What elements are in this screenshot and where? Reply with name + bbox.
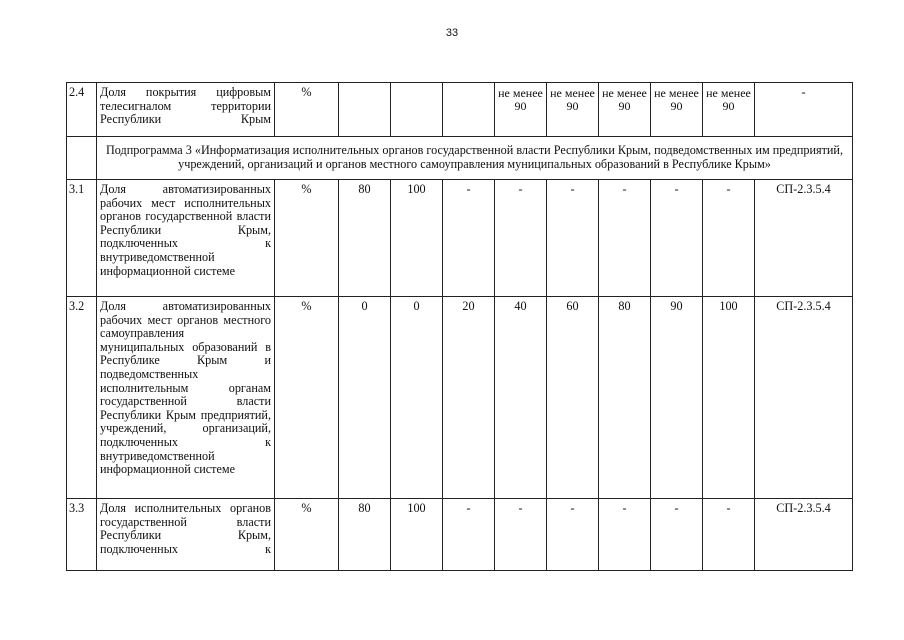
value-cell: 80 [339, 180, 391, 297]
value-cell: - [547, 499, 599, 571]
unit-cell: % [275, 83, 339, 137]
table-row-2-4 [67, 83, 853, 137]
value-cell: - [703, 499, 755, 571]
value-cell: - [651, 499, 703, 571]
row-number: 3.2 [67, 297, 97, 499]
value-cell: 0 [391, 297, 443, 499]
value-cell: - [495, 499, 547, 571]
value-cell [443, 83, 495, 137]
value-cell: - [599, 499, 651, 571]
table-row-3-3 [67, 499, 853, 571]
indicators-table [66, 82, 853, 571]
value-cell: - [703, 180, 755, 297]
value-cell: - [443, 180, 495, 297]
row-number: 3.3 [67, 499, 97, 571]
row-number: 2.4 [67, 83, 97, 137]
value-cell: 80 [339, 499, 391, 571]
indicator-name: Доля исполнительных органов государственной власти Республики Крым, подключенных к [97, 499, 275, 571]
reference-cell: СП-2.3.5.4 [755, 180, 853, 297]
value-cell [339, 83, 391, 137]
value-cell: не менее 90 [703, 83, 755, 137]
value-cell: - [651, 180, 703, 297]
unit-cell: % [275, 180, 339, 297]
value-cell [391, 83, 443, 137]
indicator-name: Доля покрытия цифровым телесигналом территории Республики Крым [97, 83, 275, 137]
row-number: 3.1 [67, 180, 97, 297]
indicator-name: Доля автоматизированных рабочих мест исполнительных органов государственной власти Республики Крым, подключенных к внутриведомственной информационной системе [97, 180, 275, 297]
value-cell: 80 [599, 297, 651, 499]
value-cell: - [443, 499, 495, 571]
value-cell: 0 [339, 297, 391, 499]
reference-cell: СП-2.3.5.4 [755, 499, 853, 571]
subprogram-title: Подпрограмма 3 «Информатизация исполнительных органов государственной власти Республики Крым, подведомственных им предприятий, учреждений, организаций и органов местного самоуправления муниципальных образований в Республике Крым» [97, 137, 853, 180]
table-row-3-2 [67, 297, 853, 499]
value-cell: 100 [391, 180, 443, 297]
empty-cell [67, 137, 97, 180]
value-cell: - [599, 180, 651, 297]
value-cell: - [547, 180, 599, 297]
value-cell: 100 [391, 499, 443, 571]
unit-cell: % [275, 297, 339, 499]
reference-cell: - [755, 83, 853, 137]
reference-cell: СП-2.3.5.4 [755, 297, 853, 499]
value-cell: не менее 90 [599, 83, 651, 137]
value-cell: 90 [651, 297, 703, 499]
unit-cell: % [275, 499, 339, 571]
value-cell: 40 [495, 297, 547, 499]
value-cell: 20 [443, 297, 495, 499]
value-cell: не менее 90 [651, 83, 703, 137]
value-cell: 60 [547, 297, 599, 499]
value-cell: не менее 90 [495, 83, 547, 137]
table-row-3-1 [67, 180, 853, 297]
value-cell: - [495, 180, 547, 297]
value-cell: 100 [703, 297, 755, 499]
indicator-name: Доля автоматизированных рабочих мест органов местного самоуправления муниципальных образований в Республике Крым и подведомственных исполнительным органам государственной власти Республики Крым предприятий, учреждений, организаций, подключенных к внутриведомственной информационной системе [97, 297, 275, 499]
page-number: 33 [445, 27, 459, 39]
subprogram-row [67, 137, 853, 180]
value-cell: не менее 90 [547, 83, 599, 137]
